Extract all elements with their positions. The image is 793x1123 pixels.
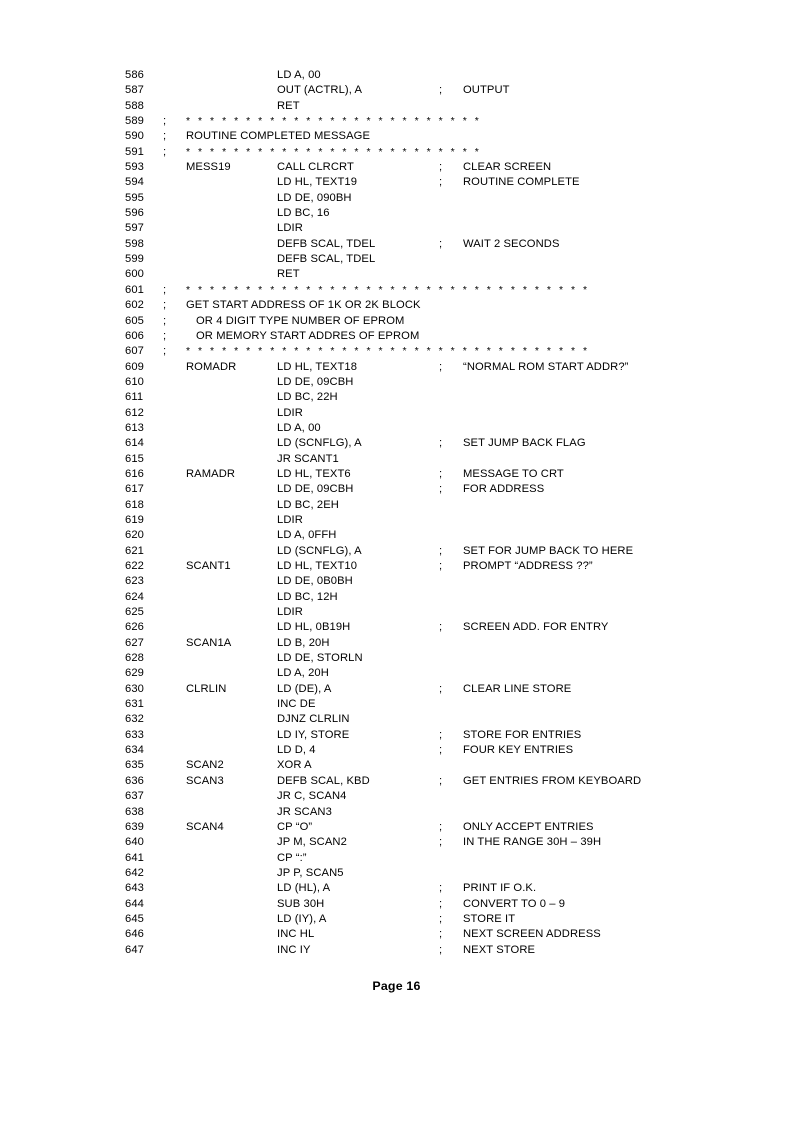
line-number: 637 [125, 790, 144, 803]
separator-asterisks: * * * * * * * * * * * * * * * * * * * * * * * * * * * * * * * * * * [186, 284, 590, 296]
line-number: 617 [125, 483, 144, 496]
instruction: LDIR [277, 606, 303, 619]
instruction: LD HL, 0B19H [277, 621, 351, 634]
comment-marker: ; [163, 345, 167, 358]
code-line [0, 206, 793, 221]
instruction: LD BC, 16 [277, 207, 330, 220]
inline-comment: SCREEN ADD. FOR ENTRY [463, 621, 609, 634]
inline-comment: “NORMAL ROM START ADDR?” [463, 360, 629, 373]
comment-marker: ; [439, 728, 443, 741]
instruction: LD (DE), A [277, 682, 332, 695]
instruction: LD A, 00 [277, 421, 321, 434]
code-line [0, 513, 793, 528]
inline-comment: OUTPUT [463, 84, 510, 97]
line-number: 589 [125, 115, 144, 128]
code-line [0, 237, 793, 252]
instruction: INC HL [277, 928, 315, 941]
comment-marker: ; [439, 928, 443, 941]
comment-marker: ; [439, 360, 443, 373]
line-number: 640 [125, 836, 144, 849]
line-number: 590 [125, 130, 144, 143]
code-line [0, 820, 793, 835]
code-line [0, 498, 793, 513]
line-number: 586 [125, 69, 144, 81]
code-label: SCAN3 [186, 774, 224, 787]
line-number: 638 [125, 805, 144, 818]
line-number: 631 [125, 698, 144, 711]
line-number: 587 [125, 84, 144, 97]
code-line [0, 574, 793, 589]
code-line [0, 436, 793, 451]
block-comment-text: GET START ADDRESS OF 1K OR 2K BLOCK [186, 299, 421, 312]
code-line [0, 467, 793, 482]
line-number: 594 [125, 176, 144, 189]
line-number: 625 [125, 606, 144, 619]
line-number: 633 [125, 728, 144, 741]
code-line [0, 897, 793, 912]
code-line [0, 452, 793, 467]
inline-comment: STORE IT [463, 912, 516, 925]
comment-marker: ; [439, 682, 443, 695]
line-number: 623 [125, 575, 144, 588]
comment-marker: ; [163, 314, 167, 327]
block-comment-text: ROUTINE COMPLETED MESSAGE [186, 130, 371, 143]
line-number: 644 [125, 897, 144, 910]
code-line [0, 927, 793, 942]
code-line [0, 651, 793, 666]
code-line [0, 528, 793, 543]
instruction: LD A, 20H [277, 667, 329, 680]
instruction: CP “:” [277, 851, 307, 864]
code-line [0, 421, 793, 436]
page-footer: Page 16 [372, 979, 421, 993]
code-line [0, 682, 793, 697]
code-line [0, 329, 793, 344]
instruction: LD HL, TEXT18 [277, 360, 358, 373]
code-label: SCANT1 [186, 560, 231, 572]
line-number: 646 [125, 928, 144, 941]
instruction: JP M, SCAN2 [277, 836, 347, 849]
code-line [0, 344, 793, 359]
instruction: JR C, SCAN4 [277, 790, 347, 803]
line-number: 624 [125, 590, 144, 603]
instruction: LD A, 00 [277, 69, 321, 81]
code-line [0, 912, 793, 927]
comment-marker: ; [439, 882, 443, 895]
inline-comment: NEXT STORE [463, 943, 536, 956]
code-line [0, 881, 793, 896]
code-label: SCAN1A [186, 636, 232, 649]
line-number: 618 [125, 498, 144, 511]
code-line [0, 866, 793, 881]
code-line [0, 390, 793, 405]
line-number: 593 [125, 161, 144, 174]
code-line [0, 620, 793, 635]
code-line [0, 835, 793, 850]
inline-comment: NEXT SCREEN ADDRESS [463, 928, 601, 941]
line-number: 639 [125, 820, 144, 833]
inline-comment: STORE FOR ENTRIES [463, 728, 582, 741]
inline-comment: ROUTINE COMPLETE [463, 176, 580, 189]
inline-comment: GET ENTRIES FROM KEYBOARD [463, 774, 642, 787]
code-line [0, 712, 793, 727]
comment-marker: ; [163, 283, 167, 296]
inline-comment: PROMPT “ADDRESS ??” [463, 560, 593, 572]
code-line [0, 175, 793, 190]
code-line [0, 758, 793, 773]
instruction: LD HL, TEXT10 [277, 560, 358, 572]
instruction: SUB 30H [277, 897, 325, 910]
line-number: 605 [125, 314, 144, 327]
instruction: DJNZ CLRLIN [277, 713, 350, 726]
comment-marker: ; [439, 621, 443, 634]
separator-asterisks: * * * * * * * * * * * * * * * * * * * * * * * * * * * * * * * * * * [186, 346, 590, 358]
comment-marker: ; [439, 84, 443, 97]
code-line [0, 590, 793, 605]
code-line [0, 482, 793, 497]
inline-comment: IN THE RANGE 30H – 39H [463, 836, 602, 849]
comment-marker: ; [163, 299, 167, 312]
code-label: CLRLIN [186, 682, 227, 695]
line-number: 612 [125, 406, 144, 419]
code-line [0, 774, 793, 789]
instruction: OUT (ACTRL), A [277, 84, 363, 97]
instruction: LD DE, 09CBH [277, 483, 354, 496]
code-label: SCAN2 [186, 759, 224, 772]
separator-asterisks: * * * * * * * * * * * * * * * * * * * * * * * * * [186, 116, 482, 128]
line-number: 615 [125, 452, 144, 465]
instruction: LD DE, 090BH [277, 191, 352, 204]
line-number: 599 [125, 253, 144, 266]
comment-marker: ; [439, 544, 443, 557]
instruction: JR SCAN3 [277, 805, 332, 818]
comment-marker: ; [439, 897, 443, 910]
line-number: 602 [125, 299, 144, 312]
code-line [0, 145, 793, 160]
instruction: RET [277, 268, 300, 281]
line-number: 596 [125, 207, 144, 220]
code-line [0, 191, 793, 206]
code-line [0, 83, 793, 98]
code-label: SCAN4 [186, 820, 224, 833]
instruction: RET [277, 99, 300, 112]
instruction: INC IY [277, 943, 311, 956]
instruction: DEFB SCAL, TDEL [277, 237, 376, 250]
comment-marker: ; [439, 237, 443, 250]
instruction: LD DE, 0B0BH [277, 575, 353, 588]
inline-comment: CLEAR LINE STORE [463, 682, 572, 695]
line-number: 621 [125, 544, 144, 557]
instruction: DEFB SCAL, KBD [277, 774, 370, 787]
code-line [0, 544, 793, 559]
code-line [0, 636, 793, 651]
inline-comment: MESSAGE TO CRT [463, 467, 564, 480]
inline-comment: WAIT 2 SECONDS [463, 237, 560, 250]
instruction: LDIR [277, 513, 303, 526]
line-number: 628 [125, 652, 144, 665]
code-line [0, 559, 793, 574]
code-line [0, 314, 793, 329]
code-line [0, 360, 793, 375]
line-number: 597 [125, 222, 144, 235]
inline-comment: CONVERT TO 0 – 9 [463, 897, 566, 910]
code-line [0, 805, 793, 820]
line-number: 622 [125, 560, 144, 572]
comment-marker: ; [439, 820, 443, 833]
comment-marker: ; [439, 161, 443, 174]
comment-marker: ; [439, 467, 443, 480]
code-line [0, 697, 793, 712]
comment-marker: ; [163, 145, 167, 158]
code-label: MESS19 [186, 161, 231, 174]
line-number: 620 [125, 529, 144, 542]
comment-marker: ; [439, 774, 443, 787]
code-line [0, 743, 793, 758]
instruction: LD A, 0FFH [277, 529, 337, 542]
instruction: INC DE [277, 698, 316, 711]
code-line [0, 221, 793, 236]
code-label: RAMADR [186, 467, 236, 480]
instruction: LD IY, STORE [277, 728, 350, 741]
line-number: 645 [125, 912, 144, 925]
line-number: 635 [125, 759, 144, 772]
instruction: LD BC, 22H [277, 391, 338, 404]
line-number: 636 [125, 774, 144, 787]
line-number: 595 [125, 191, 144, 204]
line-number: 607 [125, 345, 144, 358]
line-number: 630 [125, 682, 144, 695]
line-number: 600 [125, 268, 144, 281]
comment-marker: ; [439, 836, 443, 849]
comment-marker: ; [163, 115, 167, 128]
code-line [0, 160, 793, 175]
code-label: ROMADR [186, 360, 237, 373]
inline-comment: SET JUMP BACK FLAG [463, 437, 586, 450]
code-line [0, 283, 793, 298]
instruction: LDIR [277, 222, 303, 235]
code-line [0, 114, 793, 129]
line-number: 616 [125, 467, 144, 480]
code-line [0, 851, 793, 866]
instruction: LD (HL), A [277, 882, 331, 895]
instruction: CP “O” [277, 820, 313, 833]
code-line [0, 68, 793, 83]
inline-comment: PRINT IF O.K. [463, 882, 537, 895]
instruction: LD DE, 09CBH [277, 375, 354, 388]
line-number: 613 [125, 421, 144, 434]
line-number: 629 [125, 667, 144, 680]
instruction: LD HL, TEXT6 [277, 467, 351, 480]
line-number: 627 [125, 636, 144, 649]
instruction: LD HL, TEXT19 [277, 176, 358, 189]
comment-marker: ; [439, 483, 443, 496]
code-line [0, 99, 793, 114]
code-line [0, 943, 793, 958]
code-line [0, 267, 793, 282]
comment-marker: ; [163, 329, 167, 342]
line-number: 614 [125, 437, 144, 450]
line-number: 647 [125, 943, 144, 956]
comment-marker: ; [439, 176, 443, 189]
line-number: 642 [125, 866, 144, 879]
block-comment-text: OR MEMORY START ADDRES OF EPROM [196, 329, 420, 342]
code-line [0, 252, 793, 267]
code-line [0, 666, 793, 681]
separator-asterisks: * * * * * * * * * * * * * * * * * * * * * * * * * [186, 146, 482, 158]
line-number: 588 [125, 99, 144, 112]
instruction: LD (IY), A [277, 912, 327, 925]
instruction: LD (SCNFLG), A [277, 437, 362, 450]
assembly-listing [0, 68, 793, 958]
code-line [0, 129, 793, 144]
line-number: 632 [125, 713, 144, 726]
instruction: LD (SCNFLG), A [277, 544, 362, 557]
comment-marker: ; [439, 560, 443, 572]
line-number: 591 [125, 145, 144, 158]
comment-marker: ; [439, 912, 443, 925]
code-line [0, 789, 793, 804]
comment-marker: ; [439, 744, 443, 757]
instruction: XOR A [277, 759, 312, 772]
line-number: 619 [125, 513, 144, 526]
code-line [0, 728, 793, 743]
inline-comment: FOUR KEY ENTRIES [463, 744, 574, 757]
line-number: 601 [125, 283, 144, 296]
code-line [0, 406, 793, 421]
line-number: 634 [125, 744, 144, 757]
instruction: JP P, SCAN5 [277, 866, 344, 879]
block-comment-text: OR 4 DIGIT TYPE NUMBER OF EPROM [196, 314, 405, 327]
code-line [0, 605, 793, 620]
instruction: LD D, 4 [277, 744, 316, 757]
code-line [0, 375, 793, 390]
comment-marker: ; [439, 943, 443, 956]
instruction: LD BC, 2EH [277, 498, 339, 511]
line-number: 606 [125, 329, 144, 342]
line-number: 598 [125, 237, 144, 250]
comment-marker: ; [163, 130, 167, 143]
instruction: LD B, 20H [277, 636, 330, 649]
inline-comment: SET FOR JUMP BACK TO HERE [463, 544, 634, 557]
inline-comment: ONLY ACCEPT ENTRIES [463, 820, 594, 833]
line-number: 610 [125, 375, 144, 388]
instruction: JR SCANT1 [277, 452, 339, 465]
instruction: LD DE, STORLN [277, 652, 363, 665]
line-number: 611 [125, 391, 144, 404]
code-line [0, 298, 793, 313]
inline-comment: CLEAR SCREEN [463, 161, 552, 174]
line-number: 609 [125, 360, 144, 373]
line-number: 626 [125, 621, 144, 634]
instruction: CALL CLRCRT [277, 161, 354, 174]
line-number: 643 [125, 882, 144, 895]
inline-comment: FOR ADDRESS [463, 483, 545, 496]
line-number: 641 [125, 851, 144, 864]
comment-marker: ; [439, 437, 443, 450]
instruction: LD BC, 12H [277, 590, 338, 603]
instruction: LDIR [277, 406, 303, 419]
instruction: DEFB SCAL, TDEL [277, 253, 376, 266]
